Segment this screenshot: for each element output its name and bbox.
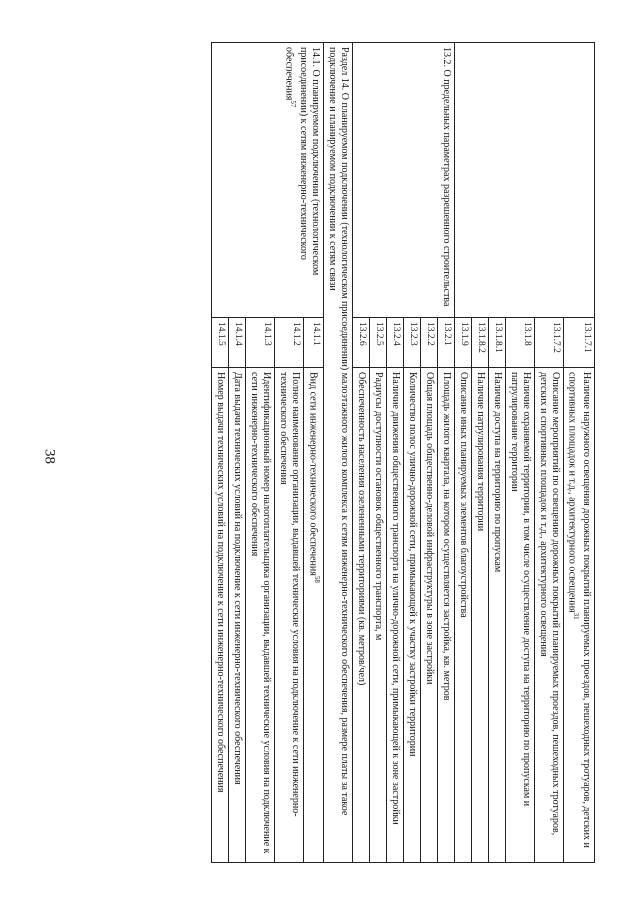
section-14-1-label: 14.1. О планируемом подключении (технологическом присоединении) к сетям инженерно-технического обеспечения$^{57}$	[212, 43, 323, 318]
row-code: 14.1.4	[229, 318, 246, 368]
row-text: Наличие патрулирования территории	[471, 368, 488, 863]
row-text: Наличие наружного освещения дорожных покрытий планируемых проездов, пешеходных тротуаров, детских и спортивных площадок и т.д., архитектурного освещения$^{31}$	[563, 368, 594, 863]
row-code: 14.1.2	[275, 318, 304, 368]
footnote-ref: 31	[572, 612, 580, 620]
row-text: Радиусы доступности остановок общественного транспорта, м	[369, 368, 386, 863]
row-text: Обеспеченность населения озелененными территориями (кв. метров/чел)	[352, 368, 369, 863]
page-number: 38	[41, 449, 58, 464]
table-row	[563, 43, 594, 863]
row-text: Дата выдачи технических условий на подключение к сети инженерно-технического обеспечения	[229, 368, 246, 863]
row-code: 13.1.9	[454, 318, 471, 368]
row-code: 14.1.1	[304, 318, 323, 368]
row-text: Описание мероприятий по освещению дорожных покрытий планируемых проездов, пешеходных тротуаров, детских и спортивных площадок и т.д., архитектурного освещения	[534, 368, 563, 863]
footnote-ref: 57	[288, 100, 297, 108]
disclosure-table	[211, 42, 595, 863]
section-13-2-label: 13.2. О предельных параметрах разрешенного строительства	[352, 43, 454, 318]
table-row	[323, 43, 352, 863]
table-row	[304, 43, 323, 863]
row-code: 13.1.7.1	[563, 318, 594, 368]
row-text: Вид сети инженерно-технического обеспечения$^{58}$	[304, 368, 323, 863]
table-row	[437, 43, 454, 863]
row-text: Наличие доступа на территорию по пропускам	[488, 368, 505, 863]
row-code: 13.2.3	[403, 318, 420, 368]
row-code: 13.2.4	[386, 318, 403, 368]
row-text: Наличие движения общественного транспорта на улично-дорожной сети, примыкающей к зоне застройки	[386, 368, 403, 863]
section-14-heading: Раздел 14. О планируемом подключении (технологическом присоединении) малоэтажного жилого комплекса к сетям инженерно-технического обеспечения, размере платы за такое подключение и планируемом подключении к сетям связи	[323, 43, 352, 863]
row-code: 13.1.8.2	[471, 318, 488, 368]
row-code: 13.2.2	[420, 318, 437, 368]
row-text: Идентификационный номер налогоплательщика организации, выдавшей технические условия на подключение к сети инженерно-технического обеспечения	[246, 368, 275, 863]
row-code: 14.1.5	[212, 318, 229, 368]
row-text: Описание иных планируемых элементов благоустройства	[454, 368, 471, 863]
row-code: 14.1.3	[246, 318, 275, 368]
row-text: Площадь жилого квартала, на котором осуществляется застройка, кв. метров	[437, 368, 454, 863]
section-cell-empty	[454, 43, 594, 318]
row-text: Общая площадь общественно-деловой инфраструктуры в зоне застройки	[420, 368, 437, 863]
rotated-document	[35, 42, 595, 862]
row-code: 13.2.1	[437, 318, 454, 368]
row-code: 13.2.5	[369, 318, 386, 368]
row-code: 13.1.8	[505, 318, 534, 368]
row-code: 13.1.7.2	[534, 318, 563, 368]
row-code: 13.1.8.1	[488, 318, 505, 368]
row-text: Полное наименование организации, выдавшей технические условия на подключение к сети инженерно-технического обеспечения	[275, 368, 304, 863]
row-code: 13.2.6	[352, 318, 369, 368]
row-text: Наличие охраняемой территории, в том числе осуществление доступа на территорию по пропускам и патрулирование территории	[505, 368, 534, 863]
row-text: Номер выдачи технических условий на подключение к сети инженерно-технического обеспечения	[212, 368, 229, 863]
row-text: Количество полос улично-дорожной сети, примыкающей к участку застройки территории	[403, 368, 420, 863]
footnote-ref: 58	[312, 575, 321, 583]
